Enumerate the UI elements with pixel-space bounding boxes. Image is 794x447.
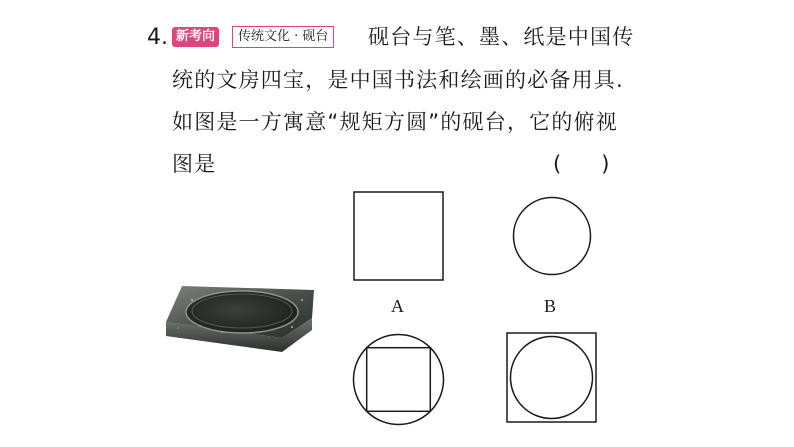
option-b-label: B bbox=[544, 296, 557, 316]
question-line-3: 如图是一方寓意“规矩方圆”的砚台，它的俯视 bbox=[172, 110, 618, 134]
option-a-label: A bbox=[391, 296, 404, 316]
option-d-circle-in-square[interactable] bbox=[506, 332, 597, 423]
new-direction-tag: 新考向 bbox=[172, 27, 219, 47]
option-b-circle[interactable] bbox=[512, 196, 592, 276]
question-line-2: 统的文房四宝，是中国书法和绘画的必备用具. bbox=[172, 68, 624, 92]
inkstone-photo bbox=[162, 280, 317, 355]
answer-parentheses: ( ) bbox=[553, 152, 610, 176]
inkstone-well bbox=[186, 291, 298, 333]
topic-tag: 传统文化 · 砚台 bbox=[232, 26, 334, 48]
question-number: 4. bbox=[147, 25, 168, 50]
question-line-4: 图是 bbox=[172, 152, 217, 176]
question-line-1: 砚台与笔、墨、纸是中国传 bbox=[368, 25, 635, 49]
option-a-square[interactable] bbox=[353, 191, 444, 281]
option-c-square-in-circle[interactable] bbox=[352, 333, 445, 426]
